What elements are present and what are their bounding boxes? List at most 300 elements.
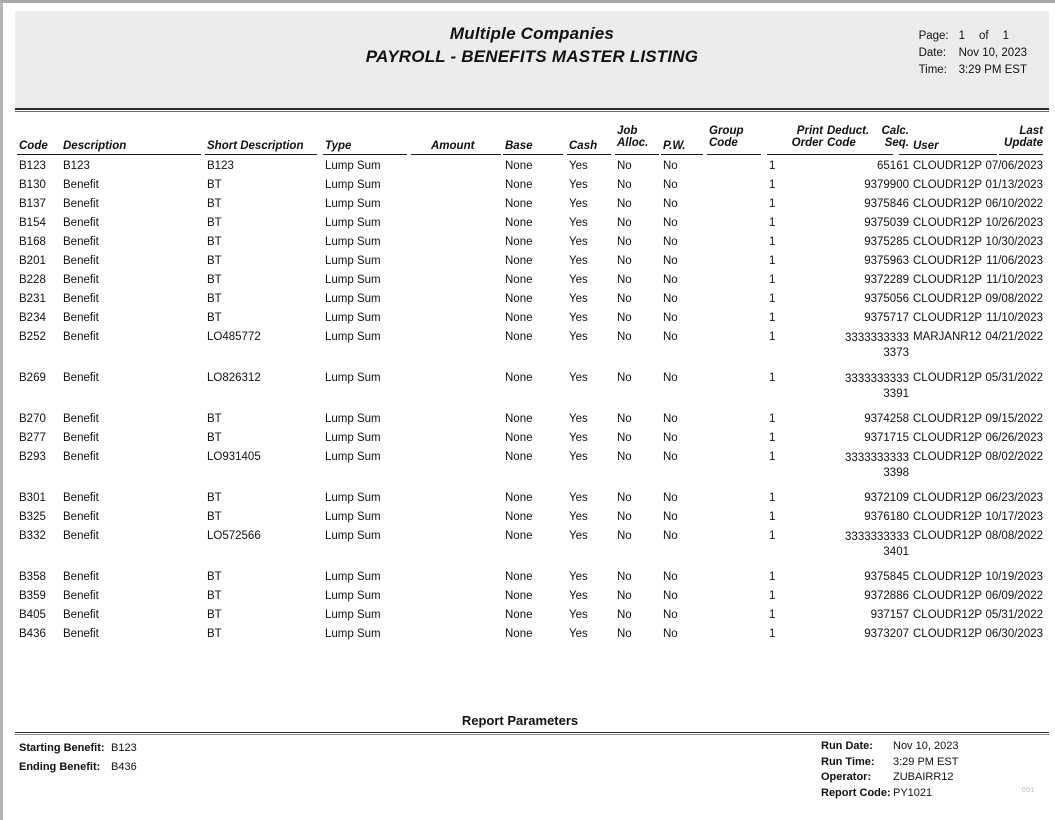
cell-code: B277 (19, 432, 46, 444)
column-header-description: Description (63, 140, 127, 152)
cell-calc-seq-line1: 3333333333 (845, 332, 909, 344)
cell-code: B234 (19, 312, 46, 324)
cell-user: CLOUDR12P (913, 198, 983, 210)
cell-base: None (505, 432, 533, 444)
cell-base: None (505, 217, 533, 229)
cell-user: CLOUDR12P (913, 274, 983, 286)
column-rule-base (503, 154, 563, 155)
table-row[interactable] (3, 489, 1055, 508)
cell-type: Lump Sum (325, 571, 381, 583)
column-header-pw: P.W. (663, 140, 686, 152)
cell-last-update: 10/19/2023 (985, 571, 1043, 583)
cell-print-order: 1 (769, 179, 776, 191)
cell-description: Benefit (63, 217, 99, 229)
cell-short-description: LO826312 (207, 372, 261, 384)
cell-calc-seq: 9371715 (864, 432, 909, 444)
cell-print-order: 1 (769, 451, 776, 463)
cell-base: None (505, 179, 533, 191)
cell-base: None (505, 312, 533, 324)
column-rule-deduct-code (825, 154, 893, 155)
table-row[interactable] (3, 328, 1055, 362)
report-code-value: PY1021 (893, 786, 933, 799)
time-value: 3:29 PM EST (958, 64, 1027, 76)
cell-cash: Yes (569, 293, 588, 305)
column-header-calc-seq-line2: Seq. (884, 137, 909, 149)
cell-base: None (505, 372, 533, 384)
cell-calc-seq: 65161 (877, 160, 909, 172)
cell-print-order: 1 (769, 160, 776, 172)
cell-pw: No (663, 511, 678, 523)
cell-type: Lump Sum (325, 530, 381, 542)
cell-pw: No (663, 372, 678, 384)
column-rule-group-code (707, 154, 761, 155)
run-time-value: 3:29 PM EST (893, 755, 959, 768)
cell-code: B301 (19, 492, 46, 504)
cell-last-update: 06/23/2023 (985, 492, 1043, 504)
operator-value: ZUBAIRR12 (893, 771, 954, 783)
cell-cash: Yes (569, 413, 588, 425)
page-number: 1 (958, 30, 965, 42)
cell-type: Lump Sum (325, 217, 381, 229)
table-body (3, 157, 1055, 644)
cell-print-order: 1 (769, 274, 776, 286)
cell-short-description: BT (207, 274, 222, 286)
cell-base: None (505, 628, 533, 640)
column-rule-code (17, 154, 61, 155)
cell-description: Benefit (63, 255, 99, 267)
cell-description: Benefit (63, 179, 99, 191)
cell-user: CLOUDR12P (913, 160, 983, 172)
ending-benefit-row (19, 758, 137, 777)
cell-calc-seq: 9372289 (864, 274, 909, 286)
report-page (3, 3, 1055, 820)
cell-description: Benefit (63, 432, 99, 444)
cell-last-update: 11/10/2023 (986, 274, 1043, 286)
column-header-deduct-code-line1: Deduct. (827, 125, 870, 137)
cell-cash: Yes (569, 255, 588, 267)
run-date-row (821, 739, 958, 755)
cell-description: Benefit (63, 530, 99, 542)
cell-pw: No (663, 255, 678, 267)
cell-job-alloc: No (617, 451, 632, 463)
table-row[interactable] (3, 233, 1055, 252)
report-parameters-left (19, 739, 137, 777)
cell-cash: Yes (569, 609, 588, 621)
cell-pw: No (663, 312, 678, 324)
date-info-row (919, 45, 1027, 62)
cell-calc-seq-line2: 3401 (883, 546, 909, 558)
operator-row (821, 770, 958, 786)
cell-pw: No (663, 217, 678, 229)
cell-last-update: 01/13/2023 (985, 179, 1043, 191)
cell-base: None (505, 274, 533, 286)
cell-calc-seq: 9376180 (864, 511, 909, 523)
cell-job-alloc: No (617, 413, 632, 425)
column-header-last-update-line1: Last (1019, 125, 1043, 137)
column-rule-short-description (205, 154, 317, 155)
table-row[interactable] (3, 214, 1055, 233)
cell-print-order: 1 (769, 217, 776, 229)
ending-benefit-label: Ending Benefit: (19, 761, 101, 773)
column-header-job-alloc (617, 125, 648, 149)
cell-short-description: BT (207, 312, 222, 324)
cell-short-description: BT (207, 413, 222, 425)
cell-job-alloc: No (617, 372, 632, 384)
cell-type: Lump Sum (325, 236, 381, 248)
cell-short-description: BT (207, 590, 222, 602)
cell-last-update: 05/31/2022 (985, 372, 1043, 384)
column-header-last-update (969, 125, 1043, 149)
page-of-label: of (978, 30, 989, 42)
cell-short-description: BT (207, 432, 222, 444)
cell-print-order: 1 (769, 432, 776, 444)
page-label: Page: (918, 30, 949, 42)
cell-job-alloc: No (617, 530, 632, 542)
cell-user: CLOUDR12P (913, 179, 983, 191)
column-header-job-alloc-line1: Job (617, 125, 638, 137)
cell-short-description: BT (207, 492, 222, 504)
cell-type: Lump Sum (325, 590, 381, 602)
run-date-label: Run Date: (821, 740, 873, 752)
cell-code: B201 (19, 255, 46, 267)
column-header-type: Type (325, 140, 352, 152)
cell-last-update: 06/09/2022 (985, 590, 1043, 602)
cell-job-alloc: No (617, 293, 632, 305)
cell-calc-seq (841, 451, 909, 481)
table-row[interactable] (3, 176, 1055, 195)
cell-print-order: 1 (769, 590, 776, 602)
cell-user: CLOUDR12P (913, 432, 983, 444)
column-header-print-order (769, 125, 823, 149)
column-header-group-code (709, 125, 744, 149)
table-row[interactable] (3, 252, 1055, 271)
cell-job-alloc: No (617, 571, 632, 583)
cell-code: B123 (19, 160, 46, 172)
date-value: Nov 10, 2023 (958, 47, 1027, 59)
cell-calc-seq: 9375845 (864, 571, 909, 583)
cell-print-order: 1 (769, 255, 776, 267)
run-date-value: Nov 10, 2023 (893, 740, 959, 752)
cell-pw: No (663, 236, 678, 248)
table-row[interactable] (3, 625, 1055, 644)
column-header-cash: Cash (569, 140, 598, 152)
cell-short-description: LO485772 (207, 331, 261, 343)
cell-description: Benefit (63, 236, 99, 248)
cell-job-alloc: No (617, 432, 632, 444)
column-rule-user (911, 154, 997, 155)
cell-job-alloc: No (617, 236, 632, 248)
cell-calc-seq: 9375846 (864, 198, 909, 210)
cell-base: None (505, 492, 533, 504)
table-row[interactable] (3, 527, 1055, 561)
cell-user: CLOUDR12P (913, 530, 983, 542)
table-row[interactable] (3, 290, 1055, 309)
cell-print-order: 1 (769, 372, 776, 384)
column-header-calc-seq-line1: Calc. (881, 125, 909, 137)
cell-type: Lump Sum (325, 160, 381, 172)
cell-calc-seq: 9372109 (864, 492, 909, 504)
cell-description: Benefit (63, 609, 99, 621)
table-header-row (3, 123, 1055, 157)
report-parameters-title: Report Parameters (461, 713, 579, 728)
cell-calc-seq-line1: 3333333333 (845, 452, 909, 464)
table-row[interactable] (3, 606, 1055, 625)
column-header-job-alloc-line2: Alloc. (617, 137, 649, 149)
cell-type: Lump Sum (325, 198, 381, 210)
run-time-row (821, 755, 958, 771)
cell-description: Benefit (63, 451, 99, 463)
cell-user: CLOUDR12P (913, 217, 983, 229)
cell-short-description: LO572566 (207, 530, 261, 542)
cell-code: B231 (19, 293, 46, 305)
column-header-group-code-line2: Code (709, 137, 738, 149)
cell-base: None (505, 255, 533, 267)
column-header-amount: Amount (431, 140, 475, 152)
cell-cash: Yes (569, 179, 588, 191)
column-header-group-code-line1: Group (709, 125, 744, 137)
cell-type: Lump Sum (325, 451, 381, 463)
cell-last-update: 06/30/2023 (985, 628, 1043, 640)
cell-cash: Yes (569, 511, 588, 523)
cell-type: Lump Sum (325, 609, 381, 621)
cell-cash: Yes (569, 160, 588, 172)
cell-cash: Yes (569, 372, 588, 384)
cell-code: B358 (19, 571, 46, 583)
cell-type: Lump Sum (325, 492, 381, 504)
cell-calc-seq: 9375285 (864, 236, 909, 248)
benefits-table (3, 123, 1055, 644)
cell-cash: Yes (569, 530, 588, 542)
cell-base: None (505, 198, 533, 210)
cell-code: B359 (19, 590, 46, 602)
cell-code: B130 (19, 179, 46, 191)
cell-calc-seq-line2: 3398 (883, 467, 909, 479)
cell-print-order: 1 (769, 628, 776, 640)
page-total: 1 (1002, 30, 1009, 42)
cell-pw: No (663, 179, 678, 191)
cell-type: Lump Sum (325, 413, 381, 425)
cell-cash: Yes (569, 198, 588, 210)
cell-calc-seq (841, 331, 909, 361)
cell-last-update: 11/06/2023 (986, 255, 1043, 267)
table-row[interactable] (3, 568, 1055, 587)
cell-type: Lump Sum (325, 372, 381, 384)
cell-print-order: 1 (769, 236, 776, 248)
report-header-band (15, 11, 1049, 108)
cell-print-order: 1 (769, 530, 776, 542)
cell-description: Benefit (63, 372, 99, 384)
cell-user: CLOUDR12P (913, 628, 983, 640)
cell-print-order: 1 (769, 312, 776, 324)
report-title: PAYROLL - BENEFITS MASTER LISTING (365, 47, 699, 66)
cell-code: B252 (19, 331, 46, 343)
cell-cash: Yes (569, 432, 588, 444)
cell-calc-seq (841, 530, 909, 560)
cell-code: B270 (19, 413, 46, 425)
cell-job-alloc: No (617, 217, 632, 229)
cell-type: Lump Sum (325, 432, 381, 444)
cell-calc-seq: 9379900 (864, 179, 909, 191)
cell-print-order: 1 (769, 511, 776, 523)
cell-calc-seq: 9375056 (864, 293, 909, 305)
cell-short-description: BT (207, 255, 222, 267)
cell-pw: No (663, 293, 678, 305)
cell-print-order: 1 (769, 609, 776, 621)
cell-short-description: BT (207, 236, 222, 248)
cell-description: B123 (63, 160, 90, 172)
cell-last-update: 06/10/2022 (985, 198, 1043, 210)
cell-pw: No (663, 530, 678, 542)
date-label: Date: (918, 47, 947, 59)
cell-last-update: 08/08/2022 (985, 530, 1043, 542)
cell-last-update: 08/02/2022 (985, 451, 1043, 463)
cell-pw: No (663, 492, 678, 504)
cell-pw: No (663, 274, 678, 286)
cell-short-description: BT (207, 571, 222, 583)
cell-last-update: 11/10/2023 (986, 312, 1043, 324)
table-row[interactable] (3, 157, 1055, 176)
cell-job-alloc: No (617, 331, 632, 343)
table-row[interactable] (3, 429, 1055, 448)
table-row[interactable] (3, 508, 1055, 527)
cell-description: Benefit (63, 590, 99, 602)
cell-description: Benefit (63, 274, 99, 286)
cell-type: Lump Sum (325, 179, 381, 191)
cell-description: Benefit (63, 511, 99, 523)
table-row[interactable] (3, 587, 1055, 606)
cell-base: None (505, 511, 533, 523)
company-name: Multiple Companies (449, 24, 615, 43)
starting-benefit-row (19, 739, 137, 758)
column-header-base: Base (505, 140, 533, 152)
cell-code: B436 (19, 628, 46, 640)
operator-label: Operator: (821, 771, 872, 783)
cell-pw: No (663, 331, 678, 343)
table-row[interactable] (3, 309, 1055, 328)
table-row[interactable] (3, 271, 1055, 290)
cell-short-description: B123 (207, 160, 234, 172)
cell-user: MARJANR12 (913, 331, 982, 343)
cell-short-description: BT (207, 609, 222, 621)
column-rule-cash (567, 154, 611, 155)
cell-last-update: 07/06/2023 (985, 160, 1043, 172)
run-time-label: Run Time: (821, 755, 875, 768)
cell-job-alloc: No (617, 492, 632, 504)
column-header-deduct-code-line2: Code (827, 137, 856, 149)
cell-cash: Yes (569, 451, 588, 463)
cell-base: None (505, 331, 533, 343)
report-parameters-divider (15, 732, 1049, 735)
cell-job-alloc: No (617, 255, 632, 267)
cell-base: None (505, 590, 533, 602)
cell-user: CLOUDR12P (913, 413, 983, 425)
cell-calc-seq-line1: 3333333333 (845, 531, 909, 543)
cell-calc-seq: 9373207 (864, 628, 909, 640)
cell-type: Lump Sum (325, 628, 381, 640)
cell-cash: Yes (569, 590, 588, 602)
column-rule-type (323, 154, 407, 155)
cell-short-description: BT (207, 198, 222, 210)
cell-code: B325 (19, 511, 46, 523)
cell-base: None (505, 413, 533, 425)
cell-pw: No (663, 451, 678, 463)
cell-code: B168 (19, 236, 46, 248)
report-code-label: Report Code: (821, 786, 891, 799)
cell-pw: No (663, 571, 678, 583)
cell-description: Benefit (63, 628, 99, 640)
cell-description: Benefit (63, 293, 99, 305)
cell-base: None (505, 609, 533, 621)
cell-description: Benefit (63, 413, 99, 425)
cell-job-alloc: No (617, 609, 632, 621)
cell-calc-seq: 9375039 (864, 217, 909, 229)
cell-pw: No (663, 432, 678, 444)
cell-cash: Yes (569, 331, 588, 343)
table-row[interactable] (3, 410, 1055, 429)
cell-calc-seq (841, 372, 909, 402)
cell-last-update: 05/31/2022 (985, 609, 1043, 621)
cell-job-alloc: No (617, 198, 632, 210)
table-row[interactable] (3, 369, 1055, 403)
column-header-user: User (913, 140, 939, 152)
cell-type: Lump Sum (325, 255, 381, 267)
cell-pw: No (663, 160, 678, 172)
cell-short-description: BT (207, 628, 222, 640)
cell-base: None (505, 571, 533, 583)
cell-calc-seq-line2: 3391 (883, 388, 909, 400)
cell-description: Benefit (63, 571, 99, 583)
cell-base: None (505, 236, 533, 248)
cell-last-update: 09/15/2022 (985, 413, 1043, 425)
table-row[interactable] (3, 195, 1055, 214)
cell-short-description: BT (207, 293, 222, 305)
cell-last-update: 06/26/2023 (985, 432, 1043, 444)
cell-print-order: 1 (769, 413, 776, 425)
cell-job-alloc: No (617, 160, 632, 172)
cell-cash: Yes (569, 492, 588, 504)
cell-pw: No (663, 198, 678, 210)
cell-print-order: 1 (769, 331, 776, 343)
page-stamp: 001 (1021, 787, 1035, 794)
table-row[interactable] (3, 448, 1055, 482)
cell-last-update: 10/17/2023 (985, 511, 1043, 523)
cell-job-alloc: No (617, 511, 632, 523)
cell-description: Benefit (63, 331, 99, 343)
cell-user: CLOUDR12P (913, 590, 983, 602)
cell-short-description: BT (207, 511, 222, 523)
cell-description: Benefit (63, 198, 99, 210)
column-rule-pw (661, 154, 703, 155)
cell-code: B405 (19, 609, 46, 621)
column-header-print-order-line2: Order (791, 137, 823, 149)
cell-base: None (505, 160, 533, 172)
cell-print-order: 1 (769, 293, 776, 305)
cell-user: CLOUDR12P (913, 492, 983, 504)
cell-type: Lump Sum (325, 511, 381, 523)
column-rule-description (61, 154, 201, 155)
cell-calc-seq: 9375717 (864, 312, 909, 324)
column-rule-calc-seq (899, 154, 911, 155)
time-label: Time: (918, 64, 947, 76)
cell-code: B269 (19, 372, 46, 384)
cell-user: CLOUDR12P (913, 255, 983, 267)
cell-user: CLOUDR12P (913, 609, 983, 621)
cell-print-order: 1 (769, 198, 776, 210)
cell-pw: No (663, 609, 678, 621)
cell-pw: No (663, 590, 678, 602)
cell-description: Benefit (63, 312, 99, 324)
cell-last-update: 09/08/2022 (985, 293, 1043, 305)
